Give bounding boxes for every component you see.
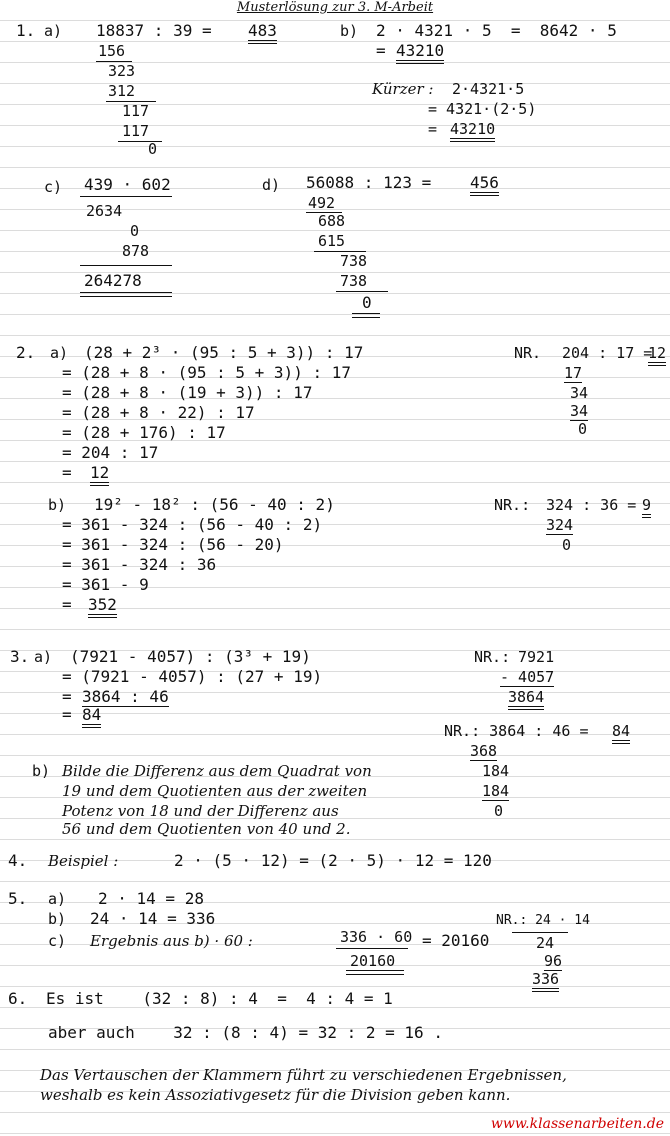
equals: = <box>62 595 72 614</box>
equals: = <box>62 705 72 724</box>
label: Beispiel : <box>48 852 119 870</box>
expression-step: = (28 + 8 · 22) : 17 <box>62 403 255 422</box>
expression-step: = (28 + 8 · (95 : 5 + 3)) : 17 <box>62 363 351 382</box>
conclusion-line: weshalb es kein Assoziativgesetz für die Division geben kann. <box>40 1086 511 1104</box>
double-underline <box>352 313 380 318</box>
step: 117 <box>122 122 150 140</box>
side-calc: 34 <box>570 402 589 420</box>
subtask-label: c) <box>44 178 63 196</box>
step: 156 <box>98 42 126 60</box>
partial-product: 878 <box>122 242 150 260</box>
conclusion-line: Das Vertauschen der Klammern führt zu verschiedenen Ergebnissen, <box>40 1066 567 1084</box>
expression: (7921 - 4057) : (3³ + 19) <box>70 647 311 666</box>
subtask-label: b) <box>48 496 67 514</box>
multiplication-head: 439 · 602 <box>84 175 171 194</box>
expression-step: = (28 + 176) : 17 <box>62 423 226 442</box>
side-calc: 3864 <box>508 688 544 710</box>
step: 615 <box>318 232 346 250</box>
side-calc: 0 <box>578 420 588 438</box>
step: 738 <box>340 272 368 290</box>
side-calc: 336 <box>532 970 559 992</box>
result-underlined: 483 <box>248 22 277 44</box>
equals: = <box>428 120 438 138</box>
side-calc-result: 12 <box>648 344 666 366</box>
partial-product: 0 <box>130 222 140 240</box>
step: 312 <box>108 82 136 100</box>
side-calc: 324 <box>546 516 574 534</box>
side-calc: - 4057 <box>500 668 555 686</box>
subtask-label: a) <box>50 344 69 362</box>
side-calc: NR.: 24 · 14 <box>496 913 590 928</box>
result: = 20160 <box>422 931 490 950</box>
step: 117 <box>122 102 150 120</box>
expression: 2·4321·5 <box>452 80 525 98</box>
partial-product: 2634 <box>86 202 123 220</box>
side-calc-label: NR.: <box>474 648 511 666</box>
statement: Es ist (32 : 8) : 4 = 4 : 4 = 1 <box>46 989 393 1008</box>
side-calc-result: 84 <box>612 722 630 744</box>
statement: aber auch 32 : (8 : 4) = 32 : 2 = 16 . <box>48 1023 443 1042</box>
text-line: Bilde die Differenz aus dem Quadrat von <box>62 762 372 780</box>
subtask-label: b) <box>340 22 359 40</box>
result-underlined: 84 <box>82 706 101 728</box>
text-line: Potenz von 18 und der Differenz aus <box>62 802 339 820</box>
task-number: 1. <box>16 21 36 40</box>
step: 323 <box>108 62 136 80</box>
expression-step: 3864 : 46 <box>82 687 169 706</box>
equals: = <box>62 463 72 482</box>
side-calc: 368 <box>470 742 498 760</box>
side-calc: 184 <box>482 782 510 800</box>
expression-step: = 361 - 9 <box>62 575 149 594</box>
step: 738 <box>340 252 368 270</box>
double-underline <box>346 970 404 975</box>
side-calc: 0 <box>494 802 504 820</box>
label: Kürzer : <box>372 80 434 98</box>
text-line: 56 und dem Quotienten von 40 und 2. <box>62 820 351 838</box>
result-underlined: 12 <box>90 464 109 486</box>
expression-step: = (28 + 8 · (19 + 3)) : 17 <box>62 383 313 402</box>
side-calc: 184 <box>482 762 510 780</box>
task-number: 6. <box>8 989 28 1008</box>
watermark-link[interactable]: www.klassenarbeiten.de <box>490 1116 664 1132</box>
side-calc-label: NR.: <box>494 496 531 514</box>
divider <box>512 932 568 933</box>
equals: = <box>62 687 72 706</box>
side-calc: 7921 <box>518 648 555 666</box>
subtask-label: b) <box>48 910 67 928</box>
result-underlined: 456 <box>470 174 499 196</box>
divider <box>80 265 172 266</box>
text-line: 19 und dem Quotienten aus der zweiten <box>62 782 368 800</box>
double-underline <box>80 292 172 297</box>
step: 492 <box>308 194 336 212</box>
subtask-label: a) <box>34 648 53 666</box>
task-number: 2. <box>16 343 36 362</box>
subtask-label: a) <box>48 890 67 908</box>
subtask-label: a) <box>44 22 63 40</box>
expression-step: = (7921 - 4057) : (27 + 19) <box>62 667 323 686</box>
task-number: 4. <box>8 851 28 870</box>
side-calc: 204 : 17 = <box>562 344 653 362</box>
fraction-bar <box>336 948 408 949</box>
result-underlined: 352 <box>88 596 117 618</box>
product-sum: 264278 <box>84 271 142 290</box>
side-calc: 96 <box>544 952 563 970</box>
expression: 24 · 14 = 336 <box>90 909 216 928</box>
fraction-top: 336 · 60 <box>340 928 413 946</box>
expression: 2 · 14 = 28 <box>98 889 204 908</box>
side-calc: 34 <box>570 384 589 402</box>
expression-step: = 361 - 324 : (56 - 40 : 2) <box>62 515 323 534</box>
expression: = 4321·(2·5) <box>428 100 537 118</box>
equals: = <box>376 41 386 60</box>
step: 0 <box>148 140 158 158</box>
subtask-label: d) <box>262 176 281 194</box>
result-underlined: 43210 <box>450 120 495 142</box>
result-underlined: 43210 <box>396 42 444 64</box>
expression-step: = 361 - 324 : 36 <box>62 555 217 574</box>
expression: 2 · (5 · 12) = (2 · 5) · 12 = 120 <box>174 851 492 870</box>
remainder: 0 <box>362 293 372 312</box>
text-line: Ergebnis aus b) · 60 : <box>90 932 253 950</box>
fraction-bottom: 20160 <box>350 952 396 970</box>
side-calc: 17 <box>564 364 583 382</box>
side-calc: 24 <box>536 934 555 952</box>
subtask-label: c) <box>48 932 67 950</box>
divider <box>336 291 388 292</box>
side-calc: 324 : 36 = <box>546 496 637 514</box>
division-expression: 18837 : 39 = <box>96 21 212 40</box>
divider <box>80 196 172 197</box>
side-calc-label: NR. <box>514 344 542 362</box>
side-calc: NR.: 3864 : 46 = <box>444 722 589 740</box>
task-number: 5. <box>8 889 28 908</box>
side-calc-result: 9 <box>642 496 651 518</box>
page-title: Musterlösung zur 3. M-Arbeit <box>236 0 434 15</box>
task-number: 3. <box>10 647 30 666</box>
division-expression: 56088 : 123 = <box>306 173 432 192</box>
expression-step: = 361 - 324 : (56 - 20) <box>62 535 284 554</box>
subtask-label: b) <box>32 762 51 780</box>
expression-step: = 204 : 17 <box>62 443 159 462</box>
expression: 19² - 18² : (56 - 40 : 2) <box>94 495 335 514</box>
side-calc: 0 <box>562 536 572 554</box>
expression: (28 + 2³ · (95 : 5 + 3)) : 17 <box>84 343 364 362</box>
expression: 2 · 4321 · 5 = 8642 · 5 <box>376 21 617 40</box>
step: 688 <box>318 212 346 230</box>
